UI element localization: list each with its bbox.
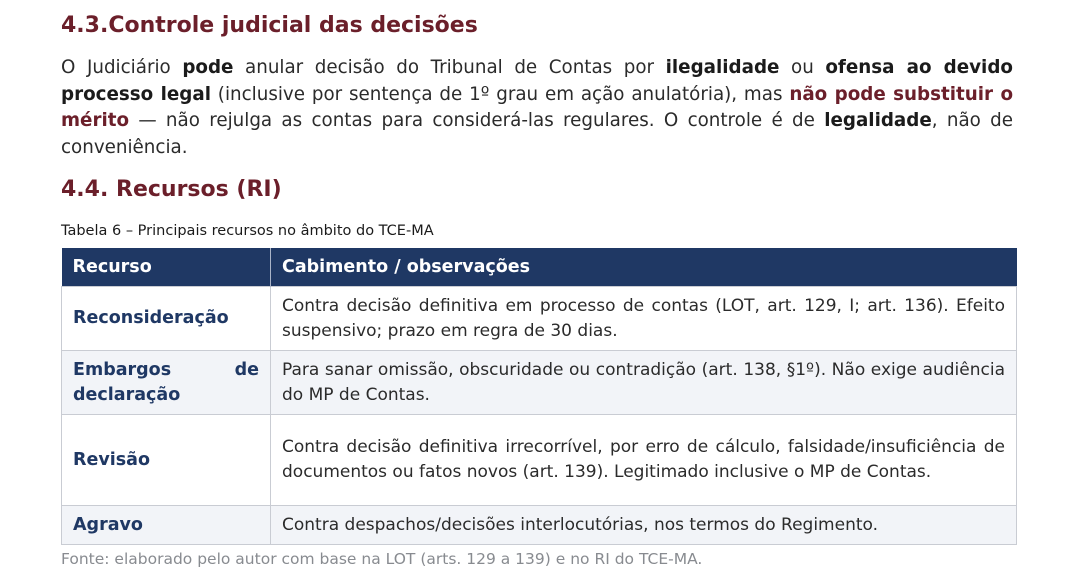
recurso-name: Revisão	[62, 415, 271, 506]
paragraph-text: ou	[779, 57, 826, 78]
paragraph-bold: pode	[182, 57, 234, 78]
paragraph-bold: ilegalidade	[665, 57, 780, 78]
table-row	[62, 506, 1017, 545]
paragraph-text: — não rejulga as contas para considerá-las regulares. O controle é de	[129, 110, 825, 132]
table-row	[62, 287, 1017, 351]
recurso-name: Embargos de declaração	[62, 351, 271, 415]
section-title: Controle judicial das decisões	[108, 13, 478, 38]
body-paragraph	[61, 55, 1013, 161]
recurso-observacao: Contra decisão definitiva irrecorrível, por erro de cálculo, falsidade/insuficiência de documentos ou fatos novos (art. 139). Legitimado inclusive o MP de Contas.	[271, 415, 1017, 506]
recurso-observacao: Para sanar omissão, obscuridade ou contradição (art. 138, §1º). Não exige audiência do MP de Contas.	[271, 351, 1017, 415]
paragraph-text: (inclusive por sentença de 1º grau em ação anulatória), mas	[210, 83, 790, 105]
paragraph-text: , não de conveniência.	[61, 110, 1014, 158]
paragraph-bold-highlight: não pode substituir o mérito	[61, 83, 1013, 132]
column-header-cabimento: Cabimento / observações	[271, 248, 1017, 287]
section-heading-4-4	[61, 176, 282, 204]
recurso-name: Reconsideração	[62, 287, 271, 351]
table-row	[62, 351, 1017, 415]
recurso-observacao: Contra decisão definitiva em processo de contas (LOT, art. 129, I; art. 136). Efeito suspensivo; prazo em regra de 30 dias.	[271, 287, 1017, 351]
table-caption: Tabela 6 – Principais recursos no âmbito do TCE-MA	[61, 223, 434, 239]
section-number: 4.3.	[61, 13, 109, 38]
paragraph-bold: legalidade	[824, 110, 932, 132]
paragraph-bold: ofensa ao devido processo legal	[61, 57, 1013, 105]
paragraph-text: O Judiciário	[61, 57, 183, 78]
table-header-row	[62, 248, 1017, 287]
recurso-name: Agravo	[62, 506, 271, 545]
table-row	[62, 415, 1017, 506]
table-source-note: Fonte: elaborado pelo autor com base na LOT (arts. 129 a 139) e no RI do TCE-MA.	[61, 550, 703, 568]
column-header-recurso: Recurso	[62, 248, 271, 287]
recursos-table	[61, 248, 1017, 545]
section-title: Recursos (RI)	[116, 177, 282, 202]
section-number: 4.4.	[61, 177, 109, 202]
recurso-observacao: Contra despachos/decisões interlocutórias, nos termos do Regimento.	[271, 506, 1017, 545]
paragraph-text: anular decisão do Tribunal de Contas por	[233, 57, 666, 78]
section-heading-4-3	[61, 12, 478, 40]
